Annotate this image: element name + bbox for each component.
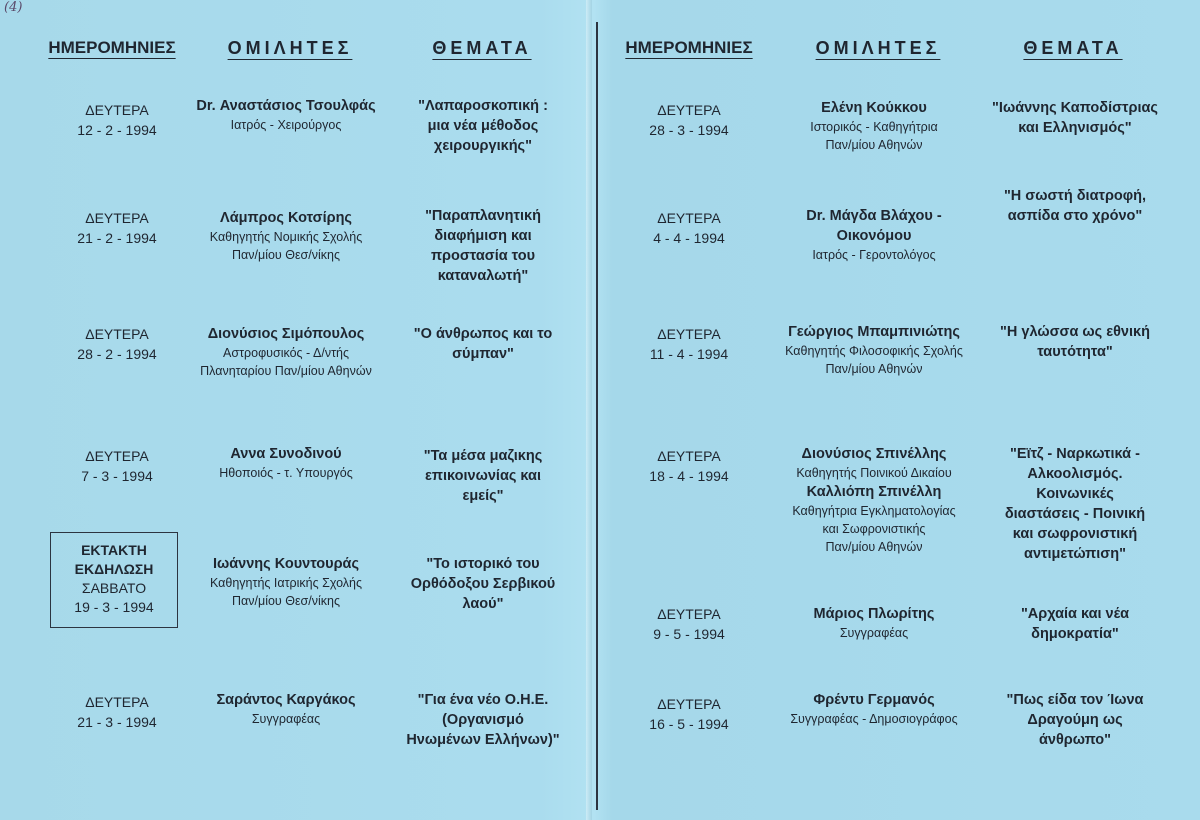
- right-panel: [610, 0, 1170, 820]
- day-label: ΔΕΥΤΕΡΑ: [657, 210, 721, 226]
- date-cell: [610, 694, 768, 734]
- speaker-name: Ελένη Κούκκου: [821, 100, 927, 116]
- topic-line: "Πως είδα τον Ίωνα: [1006, 692, 1144, 708]
- day-label: ΔΕΥΤΕΡΑ: [657, 606, 721, 622]
- header-topics: ΘΕΜΑΤΑ: [432, 38, 532, 58]
- date-label: 21 - 2 - 1994: [77, 230, 157, 246]
- date-cell: [42, 446, 192, 486]
- special-event-box: [50, 532, 178, 628]
- speaker-role: Συγγραφέας - Δημοσιογράφος: [790, 712, 958, 726]
- topic-cell: [398, 206, 568, 286]
- topic-line: "Παραπλανητική: [425, 208, 541, 224]
- speaker-role: Παν/μίου Θεσ/νίκης: [232, 248, 340, 262]
- speaker-name: Φρέντυ Γερμανός: [813, 692, 935, 708]
- topic-line: ασπίδα στο χρόνο": [1007, 208, 1143, 224]
- date-label: 4 - 4 - 1994: [653, 230, 725, 246]
- day-label: ΔΕΥΤΕΡΑ: [85, 448, 149, 464]
- date-label: 19 - 3 - 1994: [74, 599, 154, 615]
- topic-cell: [982, 322, 1168, 362]
- speaker-name: Οικονόμου: [836, 228, 912, 244]
- speaker-name: Γεώργιος Μπαμπινιώτης: [788, 324, 960, 340]
- date-label: 7 - 3 - 1994: [81, 468, 153, 484]
- corner-note: (4): [4, 0, 23, 15]
- day-label: ΔΕΥΤΕΡΑ: [85, 694, 149, 710]
- topic-cell: [982, 186, 1168, 226]
- header-dates: ΗΜΕΡΟΜΗΝΙΕΣ: [48, 38, 176, 57]
- speaker-cell: [760, 690, 988, 728]
- date-cell: [42, 692, 192, 732]
- speaker-cell: [182, 324, 390, 380]
- header-speakers: ΟΜΙΛΗΤΕΣ: [227, 38, 353, 58]
- topic-cell: [398, 690, 568, 750]
- speaker-cell: [760, 322, 988, 378]
- special-label: ΕΚΤΑΚΤΗ: [81, 542, 147, 558]
- topic-line: και σωφρονιστική: [1012, 526, 1138, 542]
- topic-line: εμείς": [462, 488, 504, 504]
- speaker-role: Παν/μίου Θεσ/νίκης: [232, 594, 340, 608]
- speaker-name: Dr. Μάγδα Βλάχου -: [806, 208, 942, 224]
- topic-line: Αλκοολισμός.: [1027, 466, 1123, 482]
- vertical-divider: [596, 22, 598, 810]
- speaker-role: Συγγραφέας: [839, 626, 909, 640]
- speaker-cell: [182, 208, 390, 264]
- topic-line: καταναλωτή": [437, 268, 529, 284]
- topic-cell: [398, 96, 568, 156]
- speaker-role: Καθηγητής Ιατρικής Σχολής: [209, 576, 363, 590]
- date-cell: [610, 100, 768, 140]
- topic-line: "Για ένα νέο Ο.Η.Ε.: [417, 692, 549, 708]
- speaker-name: Ιωάννης Κουντουράς: [212, 556, 360, 572]
- speaker-role: Καθηγήτρια Εγκληματολογίας: [792, 504, 956, 518]
- topic-line: επικοινωνίας και: [425, 468, 541, 484]
- day-label: ΔΕΥΤΕΡΑ: [657, 696, 721, 712]
- date-cell: [610, 604, 768, 644]
- header-speakers: ΟΜΙΛΗΤΕΣ: [815, 38, 941, 58]
- topic-line: ταυτότητα": [1037, 344, 1113, 360]
- date-cell: [610, 446, 768, 486]
- speaker-cell: [182, 96, 390, 134]
- topic-cell: [982, 690, 1168, 750]
- topic-line: "Τα μέσα μαζικης: [423, 448, 543, 464]
- speaker-role: Καθηγητής Νομικής Σχολής: [209, 230, 363, 244]
- topic-line: "Η γλώσσα ως εθνική: [1000, 324, 1150, 340]
- speaker-cell: [760, 604, 988, 642]
- speaker-role: Αστροφυσικός - Δ/ντής: [223, 346, 349, 360]
- day-label: ΔΕΥΤΕΡΑ: [657, 448, 721, 464]
- topic-cell: [398, 446, 568, 506]
- day-label: ΔΕΥΤΕΡΑ: [657, 102, 721, 118]
- date-label: 9 - 5 - 1994: [653, 626, 725, 642]
- header-topics: ΘΕΜΑΤΑ: [1023, 38, 1123, 58]
- day-label: ΔΕΥΤΕΡΑ: [657, 326, 721, 342]
- topic-line: χειρουργικής": [434, 138, 532, 154]
- speaker-role: Συγγραφέας: [251, 712, 321, 726]
- topic-line: "Η σωστή διατροφή,: [1003, 188, 1147, 204]
- day-label: ΣΑΒΒΑΤΟ: [81, 580, 147, 596]
- speaker-role: και Σωφρονιστικής: [822, 522, 926, 536]
- topic-line: "Εϊτζ - Ναρκωτικά -: [1010, 446, 1140, 462]
- day-label: ΔΕΥΤΕΡΑ: [85, 326, 149, 342]
- date-label: 11 - 4 - 1994: [649, 346, 729, 362]
- speaker-cell: [760, 98, 988, 154]
- speaker-name: Dr. Αναστάσιος Τσουλφάς: [196, 98, 376, 114]
- topic-line: διαστάσεις - Ποινική: [1004, 506, 1146, 522]
- speaker-role: Πλανηταρίου Παν/μίου Αθηνών: [200, 364, 372, 378]
- day-label: ΔΕΥΤΕΡΑ: [85, 210, 149, 226]
- date-cell: [42, 324, 192, 364]
- topic-line: αντιμετώπιση": [1024, 546, 1126, 562]
- date-label: 21 - 3 - 1994: [77, 714, 157, 730]
- date-cell: [42, 100, 192, 140]
- date-label: 18 - 4 - 1994: [649, 468, 729, 484]
- topic-line: προστασία του: [430, 248, 536, 264]
- topic-line: Κοινωνικές: [1036, 486, 1114, 502]
- topic-line: "Ο άνθρωπος και το: [413, 326, 553, 342]
- speaker-role: Παν/μίου Αθηνών: [825, 138, 923, 152]
- speaker-role: Καθηγητής Ποινικού Δικαίου: [796, 466, 952, 480]
- date-cell: [42, 208, 192, 248]
- topic-line: "Το ιστορικό του: [426, 556, 540, 572]
- speaker-cell: [760, 444, 988, 556]
- speaker-role: Παν/μίου Αθηνών: [825, 540, 923, 554]
- date-cell: [610, 324, 768, 364]
- speaker-role: Ιατρός - Γεροντολόγος: [812, 248, 936, 262]
- topic-cell: [982, 98, 1168, 138]
- date-label: 16 - 5 - 1994: [649, 716, 729, 732]
- speaker-name: Αννα Συνοδινού: [230, 446, 342, 462]
- day-label: ΔΕΥΤΕΡΑ: [85, 102, 149, 118]
- topic-line: (Οργανισμό: [442, 712, 524, 728]
- topic-line: Δραγούμη ως: [1027, 712, 1123, 728]
- topic-line: "Ιωάννης Καποδίστριας: [992, 100, 1158, 116]
- header-dates: ΗΜΕΡΟΜΗΝΙΕΣ: [625, 38, 753, 57]
- speaker-name: Διονύσιος Σιμόπουλος: [207, 326, 365, 342]
- topic-line: μια νέα μέθοδος: [427, 118, 539, 134]
- topic-line: σύμπαν": [452, 346, 514, 362]
- date-label: 12 - 2 - 1994: [77, 122, 157, 138]
- speaker-role: Ιατρός - Χειρούργος: [230, 118, 342, 132]
- speaker-role: Παν/μίου Αθηνών: [825, 362, 923, 376]
- date-label: 28 - 3 - 1994: [649, 122, 729, 138]
- topic-cell: [398, 324, 568, 364]
- topic-cell: [982, 444, 1168, 564]
- topic-line: δημοκρατία": [1031, 626, 1119, 642]
- speaker-cell: [760, 206, 988, 264]
- speaker-name: Μάριος Πλωρίτης: [813, 606, 935, 622]
- topic-line: και Ελληνισμός": [1018, 120, 1132, 136]
- topic-cell: [398, 554, 568, 614]
- topic-line: Ορθόδοξου Σερβικού: [410, 576, 556, 592]
- speaker-name: Λάμπρος Κοτσίρης: [220, 210, 352, 226]
- speaker-name: Καλλιόπη Σπινέλλη: [806, 484, 942, 500]
- topic-line: Ηνωμένων Ελλήνων)": [406, 732, 560, 748]
- speaker-cell: [182, 444, 390, 482]
- special-label: ΕΚΔΗΛΩΣΗ: [74, 561, 154, 577]
- speaker-role: Καθηγητής Φιλοσοφικής Σχολής: [785, 344, 963, 358]
- speaker-role: Ηθοποιός - τ. Υπουργός: [219, 466, 353, 480]
- topic-line: "Λαπαροσκοπική :: [418, 98, 548, 114]
- topic-cell: [982, 604, 1168, 644]
- topic-line: άνθρωπο": [1038, 732, 1112, 748]
- speaker-role: Ιστορικός - Καθηγήτρια: [810, 120, 938, 134]
- date-cell: [610, 208, 768, 248]
- speaker-name: Διονύσιος Σπινέλλης: [801, 446, 947, 462]
- speaker-name: Σαράντος Καργάκος: [216, 692, 356, 708]
- speaker-cell: [182, 690, 390, 728]
- topic-line: διαφήμιση και: [434, 228, 532, 244]
- topic-line: λαού": [462, 596, 504, 612]
- topic-line: "Αρχαία και νέα: [1020, 606, 1130, 622]
- center-fold: [586, 0, 592, 820]
- left-panel: [30, 0, 570, 820]
- speaker-cell: [182, 554, 390, 610]
- date-label: 28 - 2 - 1994: [77, 346, 157, 362]
